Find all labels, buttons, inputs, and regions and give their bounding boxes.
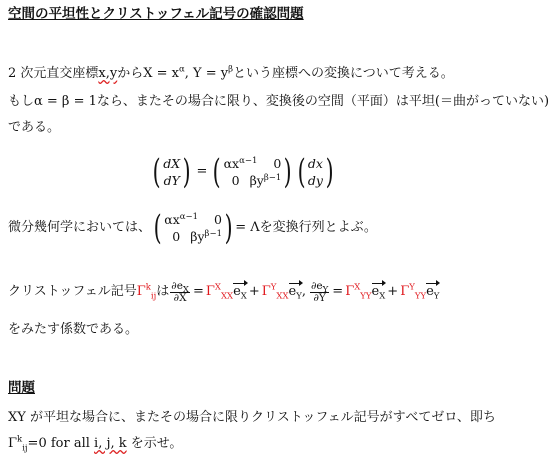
- paragraph-lambda: 微分幾何学においては、 ( $\alpha x^{\alpha-1}$ 0 0 $\beta y^{\beta-1}$ ) = Λを変換行列とよぶ。: [8, 208, 377, 248]
- matrix-lambda: $\alpha x^{\alpha-1}$ 0 0 $\beta y^{\beta-1}$: [223, 155, 282, 188]
- xy-coordinates: x,y: [98, 66, 118, 81]
- paragraph-coefficient: をみたす係数である。: [8, 322, 139, 337]
- problem-line-2: $\Gamma^k_{ij}=0$ for all i, j, k を示せ。: [8, 434, 183, 454]
- equation-jacobian: ( dX dY ) = ( $\alpha x^{\alpha-1}$ 0 0 $\beta y^{\beta-1}$ ) ( dx dy ): [152, 152, 334, 192]
- problem-line-1: XY が平坦な場合に、またその場合に限りクリストッフェル記号がすべてゼロ、即ち: [8, 410, 496, 425]
- ijk-indices: i, j, k: [94, 436, 127, 451]
- problem-heading: 問題: [8, 380, 35, 396]
- paragraph-condition: もしα = β = 1なら、またその場合に限り、変換後の空間（平面）は平坦(＝曲がっていない): [8, 94, 549, 109]
- paragraph-transform: 2 次元直交座標x,yから$X = x^\alpha$, $Y = y^\beta$という座標への変換について考える。: [8, 64, 454, 81]
- page-title: 空間の平坦性とクリストッフェル記号の確認問題: [8, 6, 304, 22]
- matrix-lambda-2: $\alpha x^{\alpha-1}$ 0 0 $\beta y^{\beta-1}$: [164, 211, 222, 244]
- paragraph-condition-end: である。: [8, 120, 61, 135]
- christoffel-definition: クリストッフェル記号 $\Gamma^k_{ij}$ は $\frac{\partial e_X}{\partial X}$ = $\Gamma^X_{XX}$ $e_X$ + $\Gamma^Y_{XX}$ $e_Y$ , $\frac{\partial e_Y}{\partial Y}$ = $\Gamma^X_{YY}$ $e_X$ + $\Gamma^Y_{YY}$ $e_Y$: [8, 279, 440, 304]
